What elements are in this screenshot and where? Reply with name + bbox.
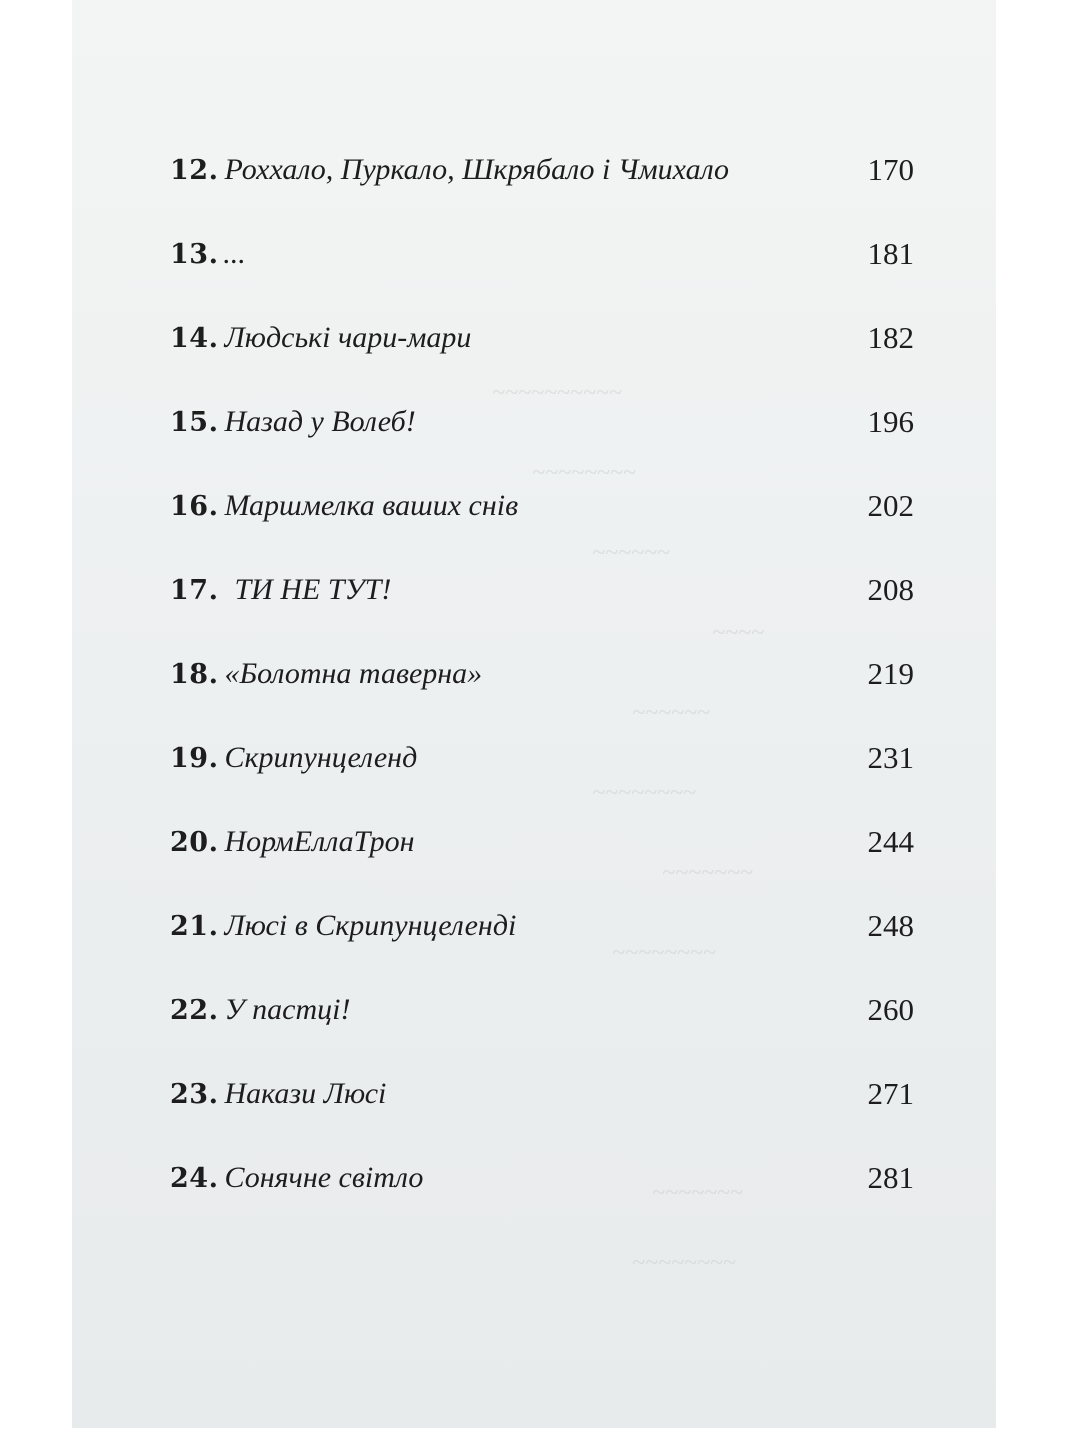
toc-entry-label — [170, 573, 391, 607]
toc-entry — [170, 464, 914, 548]
chapter-title: ТИ НЕ ТУТ! — [234, 573, 392, 606]
toc-entry-label — [170, 1077, 386, 1111]
toc-entry-label — [170, 993, 350, 1027]
chapter-title: Назад у Волеб! — [224, 405, 416, 438]
toc-entry — [170, 212, 914, 296]
page-number: 181 — [867, 236, 914, 271]
chapter-number: 20. — [170, 827, 219, 858]
page-number: 260 — [867, 992, 914, 1027]
toc-entry-label — [170, 657, 482, 691]
toc-entry — [170, 296, 914, 380]
bleed-through-mark: ~~~~~~~~ — [612, 940, 716, 966]
bleed-through-mark: ~~~~~~ — [592, 540, 670, 566]
chapter-title: У пастці! — [224, 993, 351, 1026]
toc-entry-label — [170, 1161, 423, 1195]
bleed-through-mark: ~~~~~~~~ — [632, 1250, 736, 1276]
chapter-title: Сонячне світло — [224, 1161, 424, 1194]
bleed-through-mark: ~~~~~~~~~~ — [492, 380, 622, 406]
page-number: 219 — [867, 656, 914, 691]
page-number: 202 — [867, 488, 914, 523]
toc-entry — [170, 1052, 914, 1136]
chapter-title: «Болотна таверна» — [224, 657, 483, 690]
chapter-number: 21. — [170, 911, 219, 942]
chapter-title: Маршмелка ваших снів — [224, 489, 519, 522]
page-number: 248 — [867, 908, 914, 943]
bleed-through-mark: ~~~~~~~~ — [532, 460, 636, 486]
chapter-number: 16. — [170, 491, 219, 522]
chapter-title: НормЕллаТрон — [224, 825, 415, 858]
chapter-number: 12. — [170, 155, 219, 186]
chapter-title: Накази Люсі — [224, 1077, 387, 1110]
toc-entry-label — [170, 825, 414, 859]
bleed-through-mark: ~~~~~~~ — [652, 1180, 743, 1206]
chapter-title: ... — [222, 237, 245, 270]
chapter-number: 13. — [170, 239, 219, 270]
toc-entry — [170, 800, 914, 884]
chapter-number: 23. — [170, 1079, 219, 1110]
bleed-through-mark: ~~~~ — [712, 620, 764, 646]
bleed-through-mark: ~~~~~~ — [632, 700, 710, 726]
bleed-through-mark: ~~~~~~~~ — [592, 780, 696, 806]
chapter-title: Люсі в Скрипунцеленді — [224, 909, 517, 942]
table-of-contents — [170, 128, 914, 1220]
toc-entry-label — [170, 237, 245, 271]
chapter-number: 14. — [170, 323, 219, 354]
page-number: 244 — [867, 824, 914, 859]
chapter-title: Скрипунцеленд — [224, 741, 418, 774]
toc-entry-label — [170, 405, 416, 439]
chapter-title: Роххало, Пуркало, Шкрябало і Чмихало — [224, 153, 730, 186]
page-number: 170 — [867, 152, 914, 187]
toc-entry — [170, 632, 914, 716]
chapter-number: 19. — [170, 743, 219, 774]
toc-entry — [170, 968, 914, 1052]
page-number: 182 — [867, 320, 914, 355]
toc-entry — [170, 548, 914, 632]
page-number: 231 — [867, 740, 914, 775]
toc-entry-label — [170, 741, 417, 775]
chapter-number: 17. — [170, 575, 219, 606]
toc-entry — [170, 1136, 914, 1220]
page-number: 208 — [867, 572, 914, 607]
page-number: 281 — [867, 1160, 914, 1195]
toc-entry — [170, 884, 914, 968]
book-page — [72, 0, 996, 1428]
chapter-number: 18. — [170, 659, 219, 690]
page-number: 196 — [867, 404, 914, 439]
toc-entry-label — [170, 489, 518, 523]
chapter-number: 15. — [170, 407, 219, 438]
toc-entry-label — [170, 153, 729, 187]
chapter-number: 22. — [170, 995, 219, 1026]
toc-entry — [170, 380, 914, 464]
toc-entry — [170, 716, 914, 800]
page-number: 271 — [867, 1076, 914, 1111]
toc-entry — [170, 128, 914, 212]
toc-entry-label — [170, 321, 471, 355]
chapter-number: 24. — [170, 1163, 219, 1194]
toc-entry-label — [170, 909, 516, 943]
bleed-through-mark: ~~~~~~~ — [662, 860, 753, 886]
chapter-title: Людські чари-мари — [224, 321, 472, 354]
